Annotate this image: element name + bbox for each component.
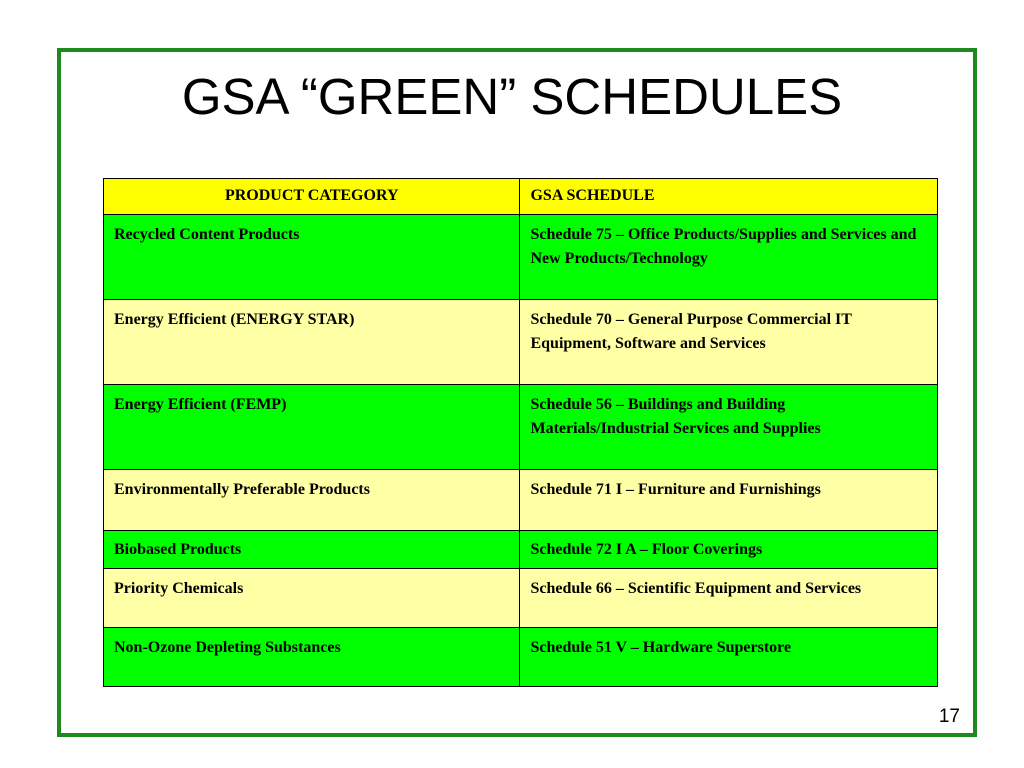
table-row — [104, 569, 938, 628]
header-product-category: PRODUCT CATEGORY — [104, 179, 520, 215]
table-row — [104, 470, 938, 531]
schedule-cell: Schedule 71 I – Furniture and Furnishings — [520, 470, 938, 531]
category-cell: Biobased Products — [104, 531, 520, 569]
table-row — [104, 628, 938, 687]
schedule-cell: Schedule 51 V – Hardware Superstore — [520, 628, 938, 687]
schedule-cell: Schedule 75 – Office Products/Supplies and Services and New Products/Technology — [520, 215, 938, 300]
category-cell: Environmentally Preferable Products — [104, 470, 520, 531]
category-cell: Non-Ozone Depleting Substances — [104, 628, 520, 687]
schedule-cell: Schedule 70 – General Purpose Commercial IT Equipment, Software and Services — [520, 300, 938, 385]
table-header-row — [104, 179, 938, 215]
category-cell: Recycled Content Products — [104, 215, 520, 300]
page-number: 17 — [938, 706, 960, 727]
schedule-cell: Schedule 66 – Scientific Equipment and Services — [520, 569, 938, 628]
category-cell: Energy Efficient (FEMP) — [104, 385, 520, 470]
category-cell: Energy Efficient (ENERGY STAR) — [104, 300, 520, 385]
schedule-cell: Schedule 56 – Buildings and Building Materials/Industrial Services and Supplies — [520, 385, 938, 470]
category-cell: Priority Chemicals — [104, 569, 520, 628]
table-row — [104, 300, 938, 385]
schedules-table — [103, 178, 938, 687]
header-gsa-schedule: GSA SCHEDULE — [520, 179, 938, 215]
table-row — [104, 531, 938, 569]
schedule-cell: Schedule 72 I A – Floor Coverings — [520, 531, 938, 569]
table-row — [104, 385, 938, 470]
slide-title: GSA “GREEN” SCHEDULES — [181, 68, 843, 125]
table-row — [104, 215, 938, 300]
